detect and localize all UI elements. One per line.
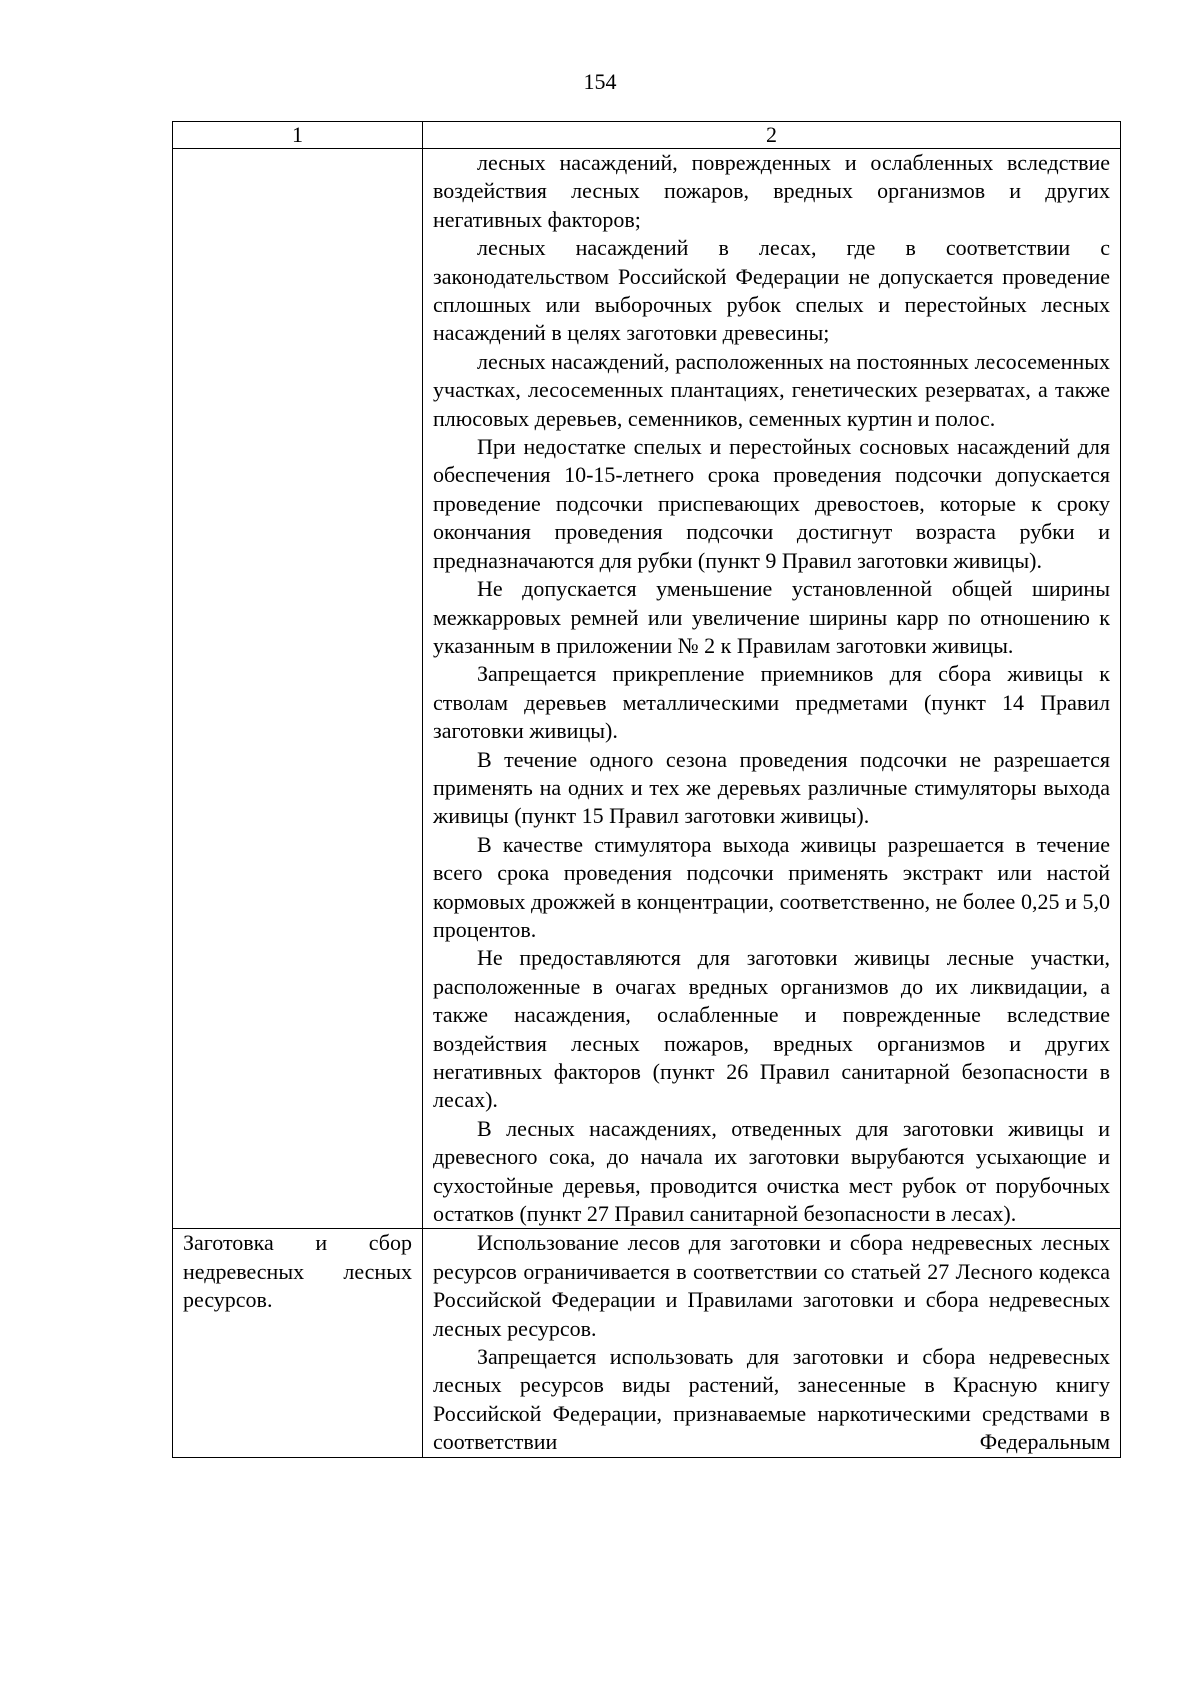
paragraph: Запрещается использовать для заготовки и сбора недревесных лесных ресурсов виды растений, занесенные в Красную книгу Российской Федерации, признаваемые наркотическими средствами в соответствии Федеральным (433, 1344, 1110, 1455)
table-row (173, 149, 1121, 1229)
row-2-label-line: недревесных лесных (183, 1258, 412, 1284)
paragraph: Не предоставляются для заготовки живицы лесные участки, расположенные в очагах вредных организмов до их ликвидации, а также насаждения, ослабленные и поврежденные вследствие воздействия лесных пожаров, вредных организмов и других негативных факторов (пункт 26 Правил санитарной безопасности в лесах). (433, 945, 1110, 1113)
row-2-label-line: ресурсов. (183, 1287, 273, 1313)
page-number: 154 (583, 69, 617, 94)
table-row (173, 1229, 1121, 1457)
table-header-row (173, 122, 1121, 149)
paragraph: лесных насаждений в лесах, где в соответствии с законодательством Российской Федерации не допускается проведение сплошных или выборочных рубок спелых и перестойных лесных насаждений в целях заготовки древесины; (433, 235, 1110, 346)
column-header-2: 2 (423, 122, 1121, 149)
paragraph: В лесных насаждениях, отведенных для заготовки живицы и древесного сока, до начала их заготовки вырубаются усыхающие и сухостойные деревья, проводится очистка мест рубок от порубочных остатков (пункт 27 Правил санитарной безопасности в лесах). (433, 1115, 1110, 1227)
paragraph: В качестве стимулятора выхода живицы разрешается в течение всего срока проведения подсочки применять экстракт или настой кормовых дрожжей в концентрации, соответственно, не более 0,25 и 5,0 процентов. (433, 831, 1110, 942)
paragraph: При недостатке спелых и перестойных сосновых насаждений для обеспечения 10-15-летнего срока проведения подсочки допускается проведение подсочки приспевающих древостоев, которые к сроку окончания проведения подсочки достигнут возраста рубки и предназначаются для рубки (пункт 9 Правил заготовки живицы). (433, 434, 1110, 573)
column-header-1: 1 (173, 122, 423, 149)
paragraph: В течение одного сезона проведения подсочки не разрешается применять на одних и тех же деревьях различные стимуляторы выхода живицы (пункт 15 Правил заготовки живицы). (433, 746, 1110, 829)
row-2-text-cell (423, 1229, 1121, 1457)
paragraph: Запрещается прикрепление приемников для сбора живицы к стволам деревьев металлическими предметами (пункт 14 Правил заготовки живицы). (433, 661, 1110, 744)
paragraph: Не допускается уменьшение установленной общей ширины межкарровых ремней или увеличение ширины карр по отношению к указанным в приложении № 2 к Правилам заготовки живицы. (433, 576, 1110, 658)
paragraph: Использование лесов для заготовки и сбора недревесных лесных ресурсов ограничивается в соответствии со статьей 27 Лесного кодекса Российской Федерации и Правилами заготовки и сбора недревесных лесных ресурсов. (433, 1230, 1110, 1341)
regulation-table (172, 121, 1121, 1458)
row-1-label-cell (173, 149, 423, 1229)
paragraph: лесных насаждений, поврежденных и ослабленных вследствие воздействия лесных пожаров, вредных организмов и других негативных факторов; (433, 150, 1110, 232)
row-2-label-line: Заготовка и сбор (183, 1230, 412, 1256)
paragraph: лесных насаждений, расположенных на постоянных лесосеменных участках, лесосеменных плантациях, генетических резерватах, а также плюсовых деревьев, семенников, семенных куртин и полос. (433, 348, 1110, 431)
row-2-label-cell (173, 1229, 423, 1457)
row-1-text-cell (423, 149, 1121, 1229)
